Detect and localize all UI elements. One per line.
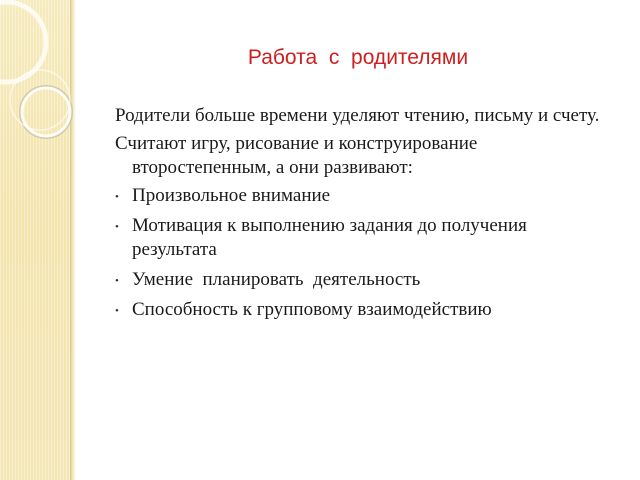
bullet-icon: • <box>115 275 119 287</box>
list-item <box>115 268 615 292</box>
list-item-text: Способность к групповому взаимодействию <box>132 299 492 320</box>
list-item <box>115 214 615 262</box>
list-item <box>115 184 615 208</box>
paragraph-2: Считают игру, рисование и конструирование второстепенным, а они развивают: <box>115 133 478 178</box>
list-item-text: Умение планировать деятельность <box>132 269 421 290</box>
bullet-icon: • <box>115 191 119 203</box>
bullet-list <box>115 184 615 322</box>
list-item <box>115 298 615 322</box>
slide-body <box>115 104 615 328</box>
decorative-left-band <box>0 0 70 480</box>
bullet-icon: • <box>115 305 119 317</box>
paragraph-1: Родители больше времени уделяют чтению, письму и счету. <box>115 105 600 126</box>
list-item-text: Мотивация к выполнению задания до получения результата <box>132 215 532 260</box>
slide-title: Работа с родителями <box>247 46 469 69</box>
decorative-band-edge <box>70 0 76 480</box>
list-item-text: Произвольное внимание <box>132 185 331 206</box>
bullet-icon: • <box>115 221 119 233</box>
